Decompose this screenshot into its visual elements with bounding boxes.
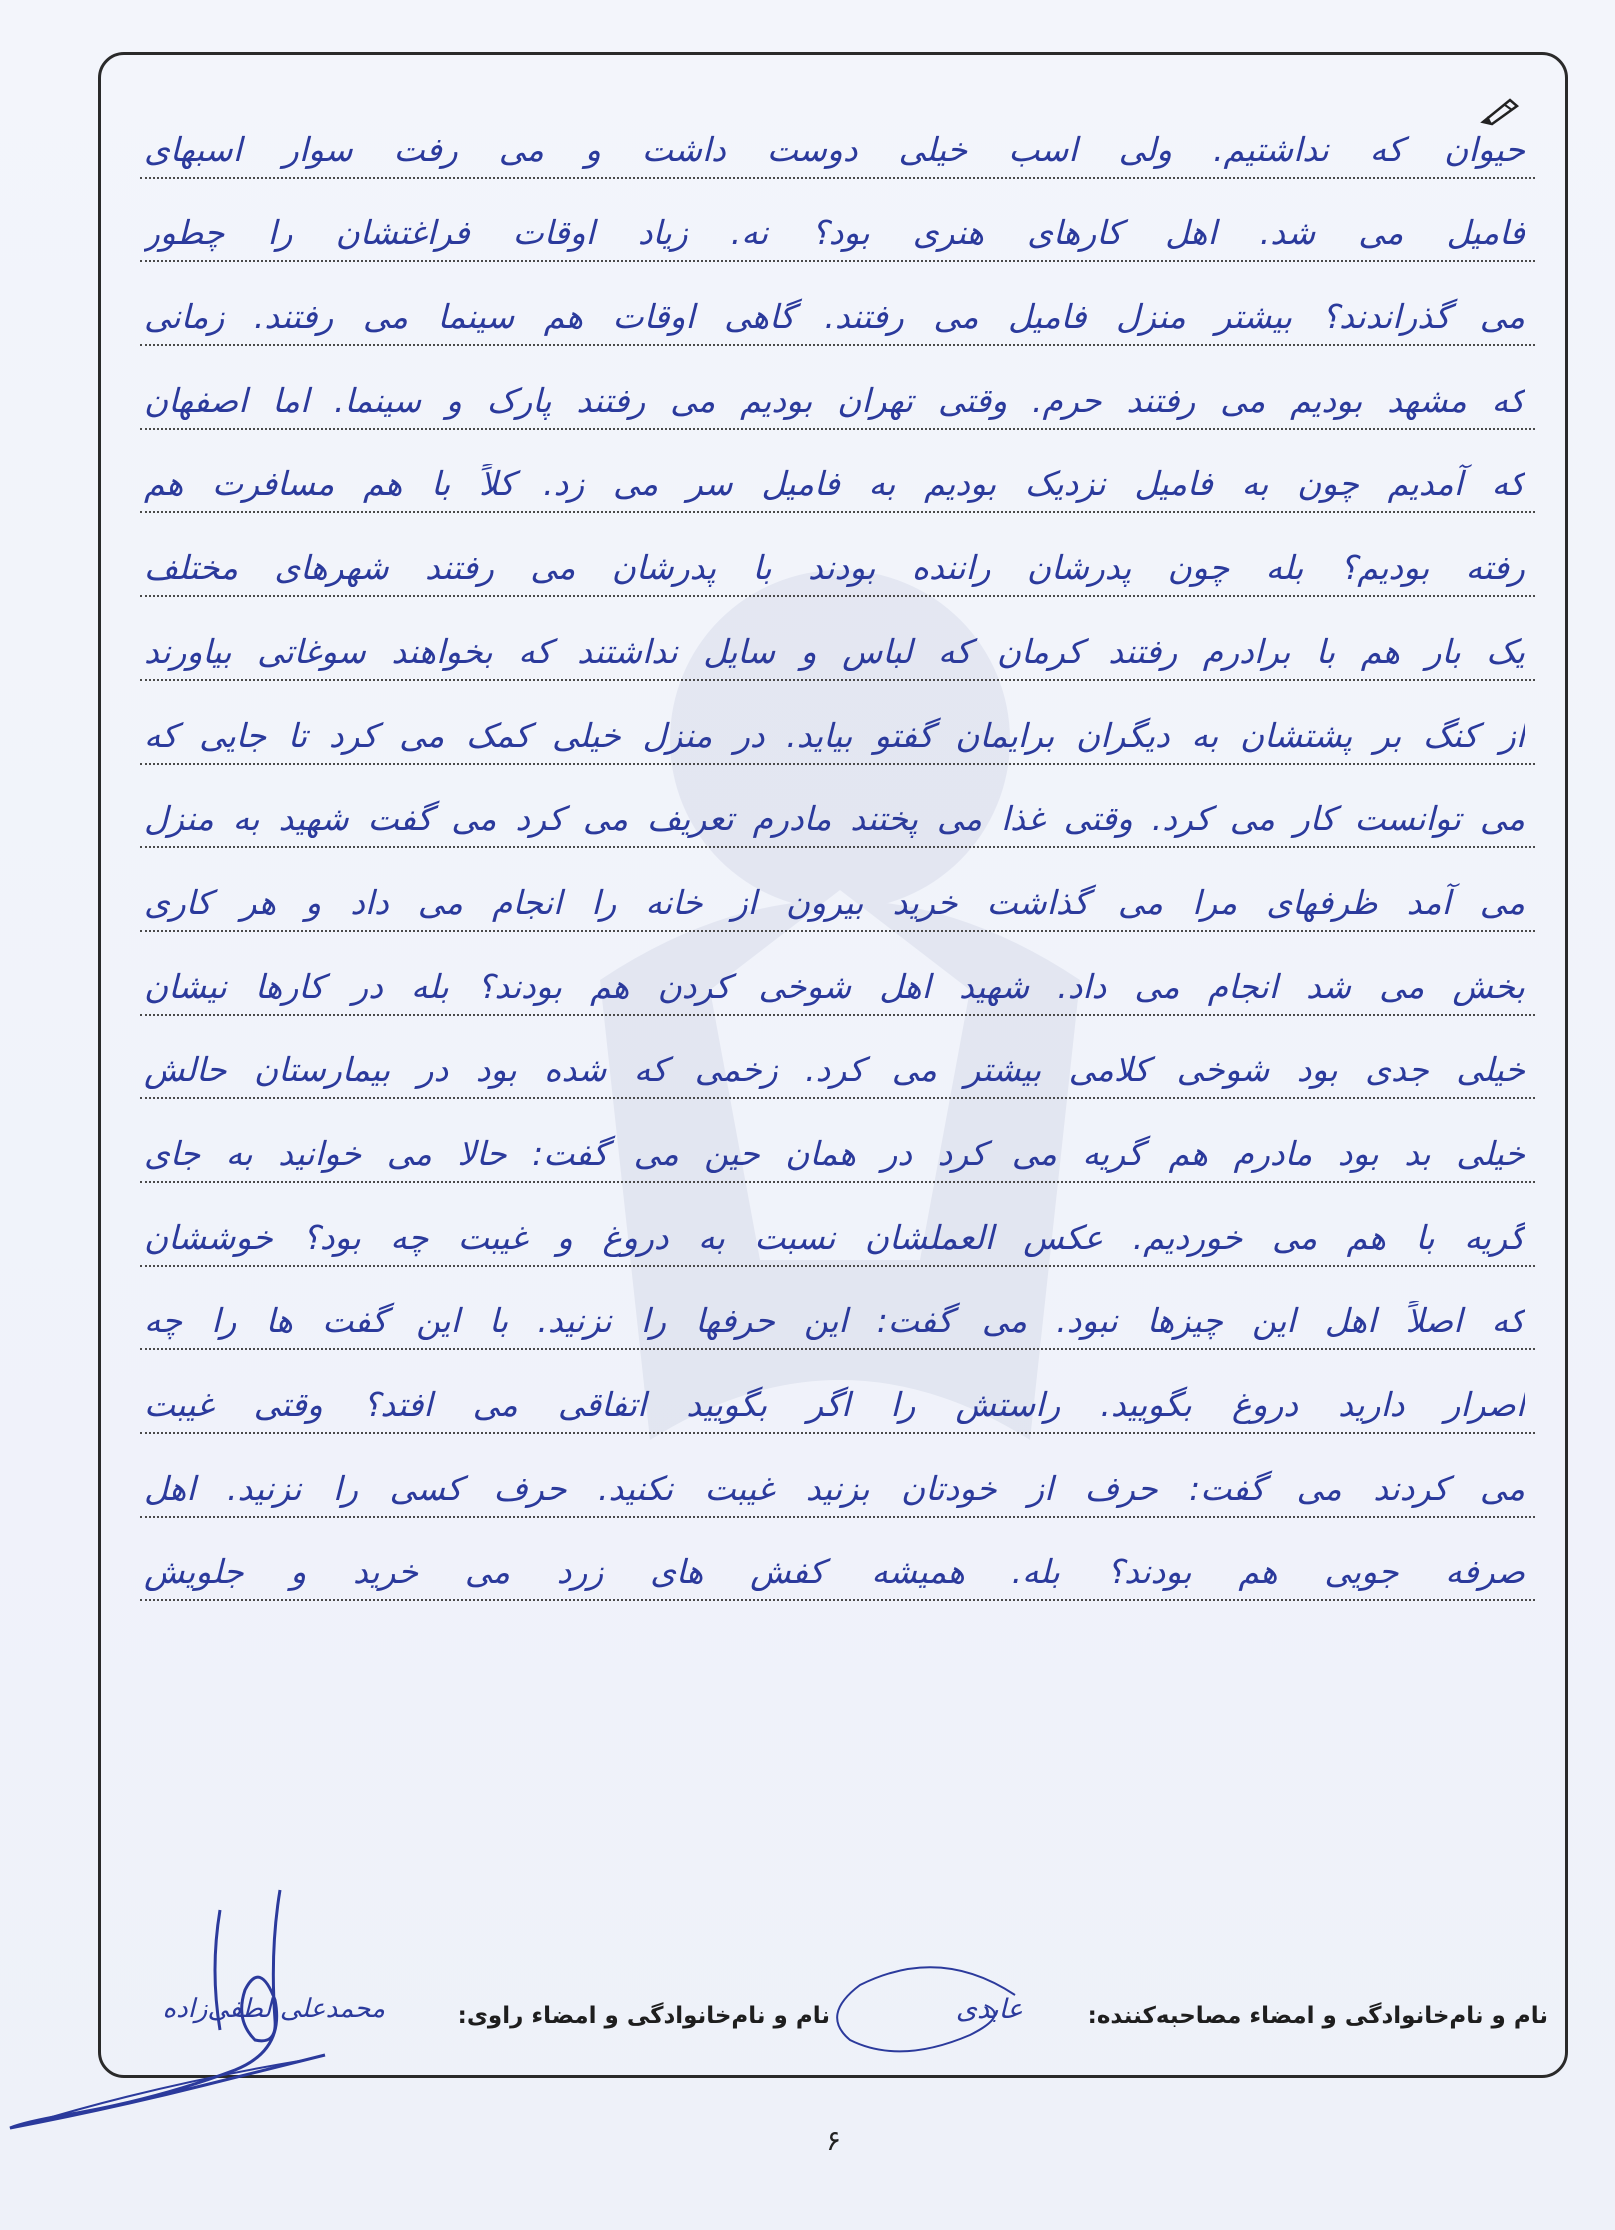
- handwritten-text: خیلی جدی بود شوخی کلامی بیشتر می کرد. زخمی که شده بود در بیمارستان حالش: [144, 1050, 1525, 1090]
- handwritten-text: می آمد ظرفهای مرا می گذاشت خرید بیرون از خانه را انجام می داد و هر کاری: [144, 882, 1525, 922]
- handwritten-text: که اصلاً اهل این چیزها نبود. می گفت: این حرفها را نزنید. با این گفت ها را چه: [144, 1301, 1525, 1341]
- handwritten-text: اصرار دارید دروغ بگویید. راستش را اگر بگویید اتفاقی می افتد؟ وقتی غیبت: [144, 1385, 1525, 1424]
- interviewer-label: نام و نام‌خانوادگی و امضاء مصاحبه‌کننده:: [1087, 2003, 1548, 2029]
- narrator-label: نام و نام‌خانوادگی و امضاء راوی:: [457, 2003, 830, 2029]
- handwritten-text: بخش می شد انجام می داد. شهید اهل شوخی کردن هم بودند؟ بله در کارها نیشان: [144, 966, 1525, 1006]
- handwritten-text: گریه با هم می خوردیم. عکس العملشان نسبت به دروغ و غیبت چه بود؟ خوششان: [144, 1217, 1525, 1257]
- handwritten-text: می توانست کار می کرد. وقتی غذا می پختند مادرم تعریف می کرد می گفت شهید به منزل: [144, 799, 1525, 839]
- transcript-line: [140, 1099, 1535, 1183]
- transcript-line: [140, 262, 1535, 346]
- narrator-signature-name: محمدعلی لطفی‌زاده: [162, 1994, 385, 2024]
- handwritten-text: که مشهد بودیم می رفتند حرم. وقتی تهران بودیم می رفتند پارک و سینما. اما اصفهان: [144, 380, 1525, 420]
- transcript-line: [140, 597, 1535, 681]
- handwritten-text: خیلی بد بود مادرم هم گریه می کرد در همان حین می گفت: حالا می خوانید به جای: [144, 1133, 1525, 1173]
- handwritten-text: حیوان که نداشتیم. ولی اسب خیلی دوست داشت و می رفت سوار اسبهای: [144, 129, 1525, 169]
- transcript-body: [140, 95, 1535, 1601]
- handwritten-text: فامیل می شد. اهل کارهای هنری بود؟ نه. زیاد اوقات فراغتشان را چطور: [144, 213, 1525, 253]
- handwritten-text: یک بار هم با برادرم رفتند کرمان که لباس و سایل نداشتند که بخواهند سوغاتی بیاورند: [144, 631, 1525, 671]
- transcript-line: [140, 1183, 1535, 1267]
- transcript-line: [140, 95, 1535, 179]
- transcript-line: [140, 1350, 1535, 1434]
- transcript-line: [140, 1434, 1535, 1518]
- transcript-line: [140, 765, 1535, 849]
- interviewer-signature-loop: [820, 1955, 1030, 2065]
- transcript-line: [140, 681, 1535, 765]
- transcript-line: [140, 179, 1535, 263]
- transcript-line: [140, 1267, 1535, 1351]
- handwritten-text: از کنگ بر پشتشان به دیگران برایمان گفتو بیاید. در منزل خیلی کمک می کرد تا جایی که: [144, 715, 1525, 755]
- handwritten-text: می کردند می گفت: حرف از خودتان بزنید غیبت نکنید. حرف کسی را نزنید. اهل: [144, 1468, 1525, 1508]
- transcript-line: [140, 932, 1535, 1016]
- transcript-line: [140, 1518, 1535, 1602]
- handwritten-text: صرفه جویی هم بودند؟ بله. همیشه کفش های زرد می خرید و جلویش: [144, 1552, 1525, 1592]
- handwritten-text: رفته بودیم؟ بله چون پدرشان راننده بودند با پدرشان می رفتند شهرهای مختلف: [144, 548, 1525, 588]
- transcript-line: [140, 1016, 1535, 1100]
- handwritten-text: می گذراندند؟ بیشتر منزل فامیل می رفتند. گاهی اوقات هم سینما می رفتند. زمانی: [144, 297, 1525, 337]
- interviewer-signature-name: عابدی: [955, 1994, 1023, 2025]
- transcript-line: [140, 346, 1535, 430]
- narrator-signature-scribble: [5, 1870, 335, 2140]
- handwritten-text: که آمدیم چون به فامیل نزدیک بودیم به فامیل سر می زد. کلاً با هم مسافرت هم: [144, 464, 1525, 504]
- transcript-line: [140, 430, 1535, 514]
- transcript-line: [140, 513, 1535, 597]
- transcript-line: [140, 848, 1535, 932]
- page-number: ۶: [826, 2124, 842, 2157]
